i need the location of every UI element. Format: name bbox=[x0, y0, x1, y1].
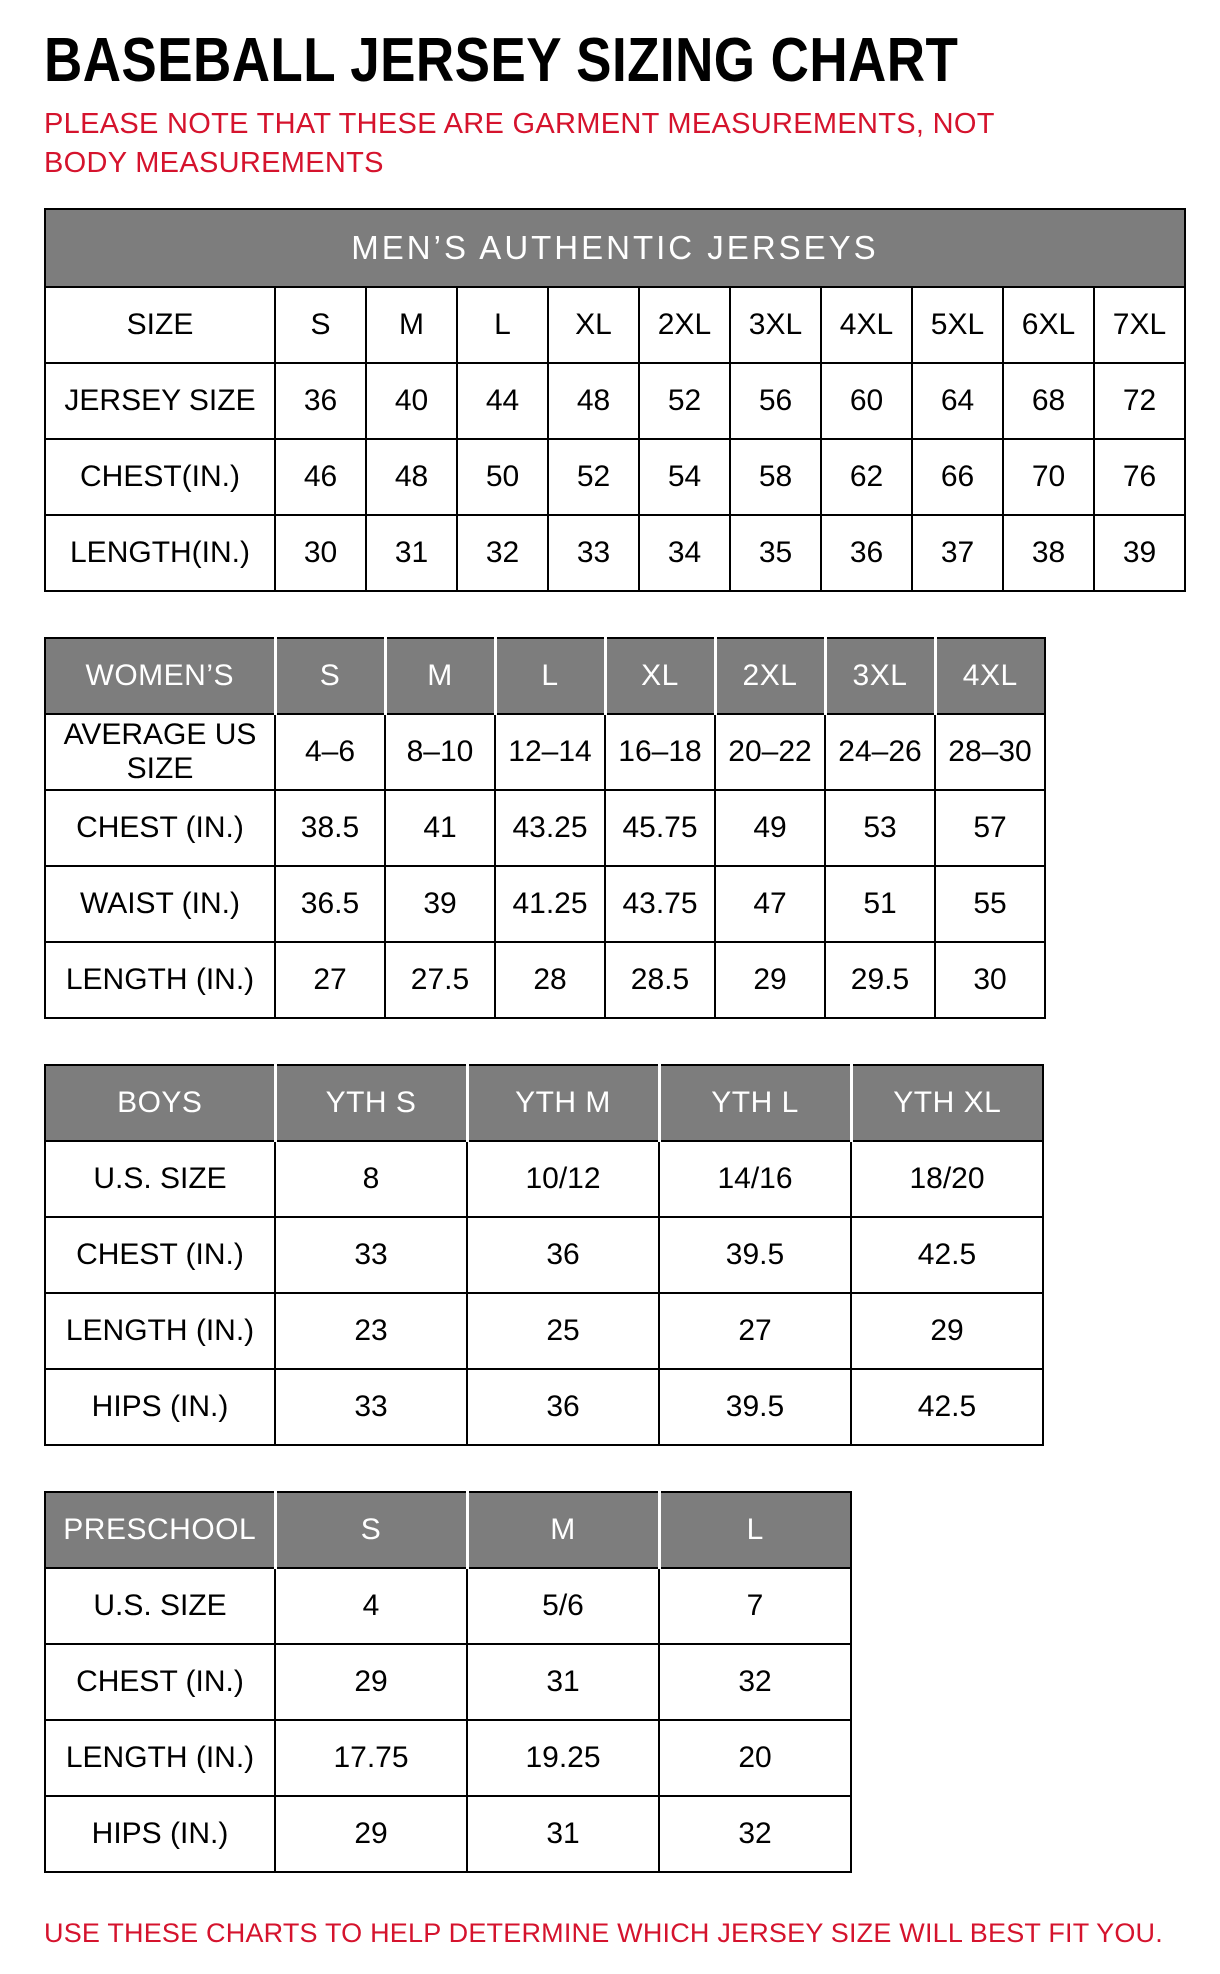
cell-value: 53 bbox=[825, 790, 935, 866]
womens-header-size: XL bbox=[605, 638, 715, 714]
cell-value: 31 bbox=[366, 515, 457, 591]
womens-header-size: 3XL bbox=[825, 638, 935, 714]
cell-value: 20–22 bbox=[715, 714, 825, 790]
preschool-header-label: PRESCHOOL bbox=[45, 1492, 275, 1568]
cell-value: 37 bbox=[912, 515, 1003, 591]
boys-header-size: YTH L bbox=[659, 1065, 851, 1141]
mens-data-row bbox=[45, 363, 1185, 439]
cell-value: 39 bbox=[1094, 515, 1185, 591]
boys-header-size: YTH S bbox=[275, 1065, 467, 1141]
row-label: LENGTH (IN.) bbox=[45, 1293, 275, 1369]
cell-value: 23 bbox=[275, 1293, 467, 1369]
cell-value: 38.5 bbox=[275, 790, 385, 866]
womens-table-section bbox=[44, 637, 1190, 1019]
boys-header-size: YTH M bbox=[467, 1065, 659, 1141]
cell-value: 57 bbox=[935, 790, 1045, 866]
cell-value: 28.5 bbox=[605, 942, 715, 1018]
womens-header-size: S bbox=[275, 638, 385, 714]
cell-value: 52 bbox=[548, 439, 639, 515]
mens-banner-row bbox=[45, 209, 1185, 287]
cell-value: 50 bbox=[457, 439, 548, 515]
cell-value: 4–6 bbox=[275, 714, 385, 790]
cell-value: 38 bbox=[1003, 515, 1094, 591]
womens-data-row bbox=[45, 866, 1045, 942]
cell-value: 6XL bbox=[1003, 287, 1094, 363]
cell-value: 8 bbox=[275, 1141, 467, 1217]
row-label: WAIST (IN.) bbox=[45, 866, 275, 942]
cell-value: 3XL bbox=[730, 287, 821, 363]
preschool-data-row bbox=[45, 1644, 851, 1720]
cell-value: 46 bbox=[275, 439, 366, 515]
cell-value: 43.25 bbox=[495, 790, 605, 866]
cell-value: 70 bbox=[1003, 439, 1094, 515]
cell-value: 25 bbox=[467, 1293, 659, 1369]
cell-value: 18/20 bbox=[851, 1141, 1043, 1217]
boys-header-row bbox=[45, 1065, 1043, 1141]
cell-value: 52 bbox=[639, 363, 730, 439]
cell-value: 43.75 bbox=[605, 866, 715, 942]
row-label: CHEST (IN.) bbox=[45, 790, 275, 866]
boys-header-size: YTH XL bbox=[851, 1065, 1043, 1141]
cell-value: 32 bbox=[659, 1796, 851, 1872]
boys-data-row bbox=[45, 1141, 1043, 1217]
cell-value: XL bbox=[548, 287, 639, 363]
preschool-table-section bbox=[44, 1491, 1190, 1873]
cell-value: 36 bbox=[467, 1369, 659, 1445]
page-title: BASEBALL JERSEY SIZING CHART bbox=[44, 26, 959, 95]
cell-value: 49 bbox=[715, 790, 825, 866]
preschool-header-size: M bbox=[467, 1492, 659, 1568]
row-label: CHEST (IN.) bbox=[45, 1217, 275, 1293]
cell-value: 54 bbox=[639, 439, 730, 515]
footer-text: USE THESE CHARTS TO HELP DETERMINE WHICH JERSEY SIZE WILL BEST FIT YOU. bbox=[44, 1917, 1163, 1948]
row-label: CHEST(IN.) bbox=[45, 439, 275, 515]
cell-value: 36 bbox=[467, 1217, 659, 1293]
row-label: SIZE bbox=[45, 287, 275, 363]
row-label: HIPS (IN.) bbox=[45, 1369, 275, 1445]
row-label: LENGTH(IN.) bbox=[45, 515, 275, 591]
cell-value: 30 bbox=[275, 515, 366, 591]
cell-value: 40 bbox=[366, 363, 457, 439]
cell-value: 68 bbox=[1003, 363, 1094, 439]
boys-sizing-table bbox=[44, 1064, 1044, 1446]
preschool-header-size: L bbox=[659, 1492, 851, 1568]
cell-value: 17.75 bbox=[275, 1720, 467, 1796]
womens-header-label: WOMEN’S bbox=[45, 638, 275, 714]
boys-table-section bbox=[44, 1064, 1190, 1446]
mens-banner-title: MEN’S AUTHENTIC JERSEYS bbox=[45, 209, 1185, 287]
cell-value: L bbox=[457, 287, 548, 363]
boys-data-row bbox=[45, 1217, 1043, 1293]
cell-value: 27 bbox=[275, 942, 385, 1018]
cell-value: 32 bbox=[659, 1644, 851, 1720]
cell-value: 33 bbox=[275, 1217, 467, 1293]
cell-value: 27 bbox=[659, 1293, 851, 1369]
preschool-sizing-table bbox=[44, 1491, 852, 1873]
cell-value: 35 bbox=[730, 515, 821, 591]
cell-value: 36 bbox=[821, 515, 912, 591]
womens-header-size: M bbox=[385, 638, 495, 714]
womens-sizing-table bbox=[44, 637, 1046, 1019]
cell-value: 42.5 bbox=[851, 1217, 1043, 1293]
row-label: LENGTH (IN.) bbox=[45, 1720, 275, 1796]
cell-value: 64 bbox=[912, 363, 1003, 439]
cell-value: 76 bbox=[1094, 439, 1185, 515]
mens-data-row bbox=[45, 287, 1185, 363]
cell-value: 4 bbox=[275, 1568, 467, 1644]
cell-value: 51 bbox=[825, 866, 935, 942]
womens-header-size: 2XL bbox=[715, 638, 825, 714]
mens-data-row bbox=[45, 515, 1185, 591]
cell-value: 42.5 bbox=[851, 1369, 1043, 1445]
cell-value: 29 bbox=[851, 1293, 1043, 1369]
womens-data-row bbox=[45, 790, 1045, 866]
cell-value: 47 bbox=[715, 866, 825, 942]
cell-value: 16–18 bbox=[605, 714, 715, 790]
cell-value: 29 bbox=[715, 942, 825, 1018]
womens-data-row bbox=[45, 714, 1045, 790]
cell-value: 48 bbox=[366, 439, 457, 515]
cell-value: 48 bbox=[548, 363, 639, 439]
cell-value: 29 bbox=[275, 1796, 467, 1872]
cell-value: 24–26 bbox=[825, 714, 935, 790]
cell-value: 30 bbox=[935, 942, 1045, 1018]
cell-value: 20 bbox=[659, 1720, 851, 1796]
garment-measurement-note: PLEASE NOTE THAT THESE ARE GARMENT MEASUREMENTS, NOT BODY MEASUREMENTS bbox=[44, 108, 995, 179]
cell-value: 45.75 bbox=[605, 790, 715, 866]
cell-value: 2XL bbox=[639, 287, 730, 363]
row-label: LENGTH (IN.) bbox=[45, 942, 275, 1018]
cell-value: 14/16 bbox=[659, 1141, 851, 1217]
row-label: CHEST (IN.) bbox=[45, 1644, 275, 1720]
row-label: U.S. SIZE bbox=[45, 1141, 275, 1217]
cell-value: 7XL bbox=[1094, 287, 1185, 363]
cell-value: 32 bbox=[457, 515, 548, 591]
cell-value: 39.5 bbox=[659, 1369, 851, 1445]
cell-value: 4XL bbox=[821, 287, 912, 363]
womens-header-size: L bbox=[495, 638, 605, 714]
cell-value: 62 bbox=[821, 439, 912, 515]
boys-data-row bbox=[45, 1369, 1043, 1445]
mens-table-section bbox=[44, 208, 1190, 592]
cell-value: 33 bbox=[275, 1369, 467, 1445]
cell-value: 66 bbox=[912, 439, 1003, 515]
cell-value: 8–10 bbox=[385, 714, 495, 790]
cell-value: 72 bbox=[1094, 363, 1185, 439]
cell-value: S bbox=[275, 287, 366, 363]
cell-value: 39 bbox=[385, 866, 495, 942]
cell-value: 10/12 bbox=[467, 1141, 659, 1217]
cell-value: 36.5 bbox=[275, 866, 385, 942]
cell-value: 29.5 bbox=[825, 942, 935, 1018]
cell-value: M bbox=[366, 287, 457, 363]
preschool-data-row bbox=[45, 1720, 851, 1796]
boys-data-row bbox=[45, 1293, 1043, 1369]
cell-value: 5XL bbox=[912, 287, 1003, 363]
row-label: JERSEY SIZE bbox=[45, 363, 275, 439]
cell-value: 19.25 bbox=[467, 1720, 659, 1796]
cell-value: 36 bbox=[275, 363, 366, 439]
preschool-data-row bbox=[45, 1568, 851, 1644]
preschool-header-size: S bbox=[275, 1492, 467, 1568]
row-label: HIPS (IN.) bbox=[45, 1796, 275, 1872]
cell-value: 5/6 bbox=[467, 1568, 659, 1644]
womens-header-row bbox=[45, 638, 1045, 714]
cell-value: 27.5 bbox=[385, 942, 495, 1018]
cell-value: 60 bbox=[821, 363, 912, 439]
mens-sizing-table bbox=[44, 208, 1186, 592]
cell-value: 33 bbox=[548, 515, 639, 591]
cell-value: 31 bbox=[467, 1796, 659, 1872]
cell-value: 29 bbox=[275, 1644, 467, 1720]
womens-data-row bbox=[45, 942, 1045, 1018]
preschool-data-row bbox=[45, 1796, 851, 1872]
womens-header-size: 4XL bbox=[935, 638, 1045, 714]
cell-value: 28–30 bbox=[935, 714, 1045, 790]
cell-value: 44 bbox=[457, 363, 548, 439]
cell-value: 31 bbox=[467, 1644, 659, 1720]
cell-value: 58 bbox=[730, 439, 821, 515]
preschool-header-row bbox=[45, 1492, 851, 1568]
cell-value: 34 bbox=[639, 515, 730, 591]
row-label: U.S. SIZE bbox=[45, 1568, 275, 1644]
cell-value: 41.25 bbox=[495, 866, 605, 942]
row-label: AVERAGE US SIZE bbox=[45, 714, 275, 790]
cell-value: 28 bbox=[495, 942, 605, 1018]
cell-value: 7 bbox=[659, 1568, 851, 1644]
cell-value: 56 bbox=[730, 363, 821, 439]
cell-value: 55 bbox=[935, 866, 1045, 942]
cell-value: 12–14 bbox=[495, 714, 605, 790]
boys-header-label: BOYS bbox=[45, 1065, 275, 1141]
cell-value: 41 bbox=[385, 790, 495, 866]
mens-data-row bbox=[45, 439, 1185, 515]
cell-value: 39.5 bbox=[659, 1217, 851, 1293]
